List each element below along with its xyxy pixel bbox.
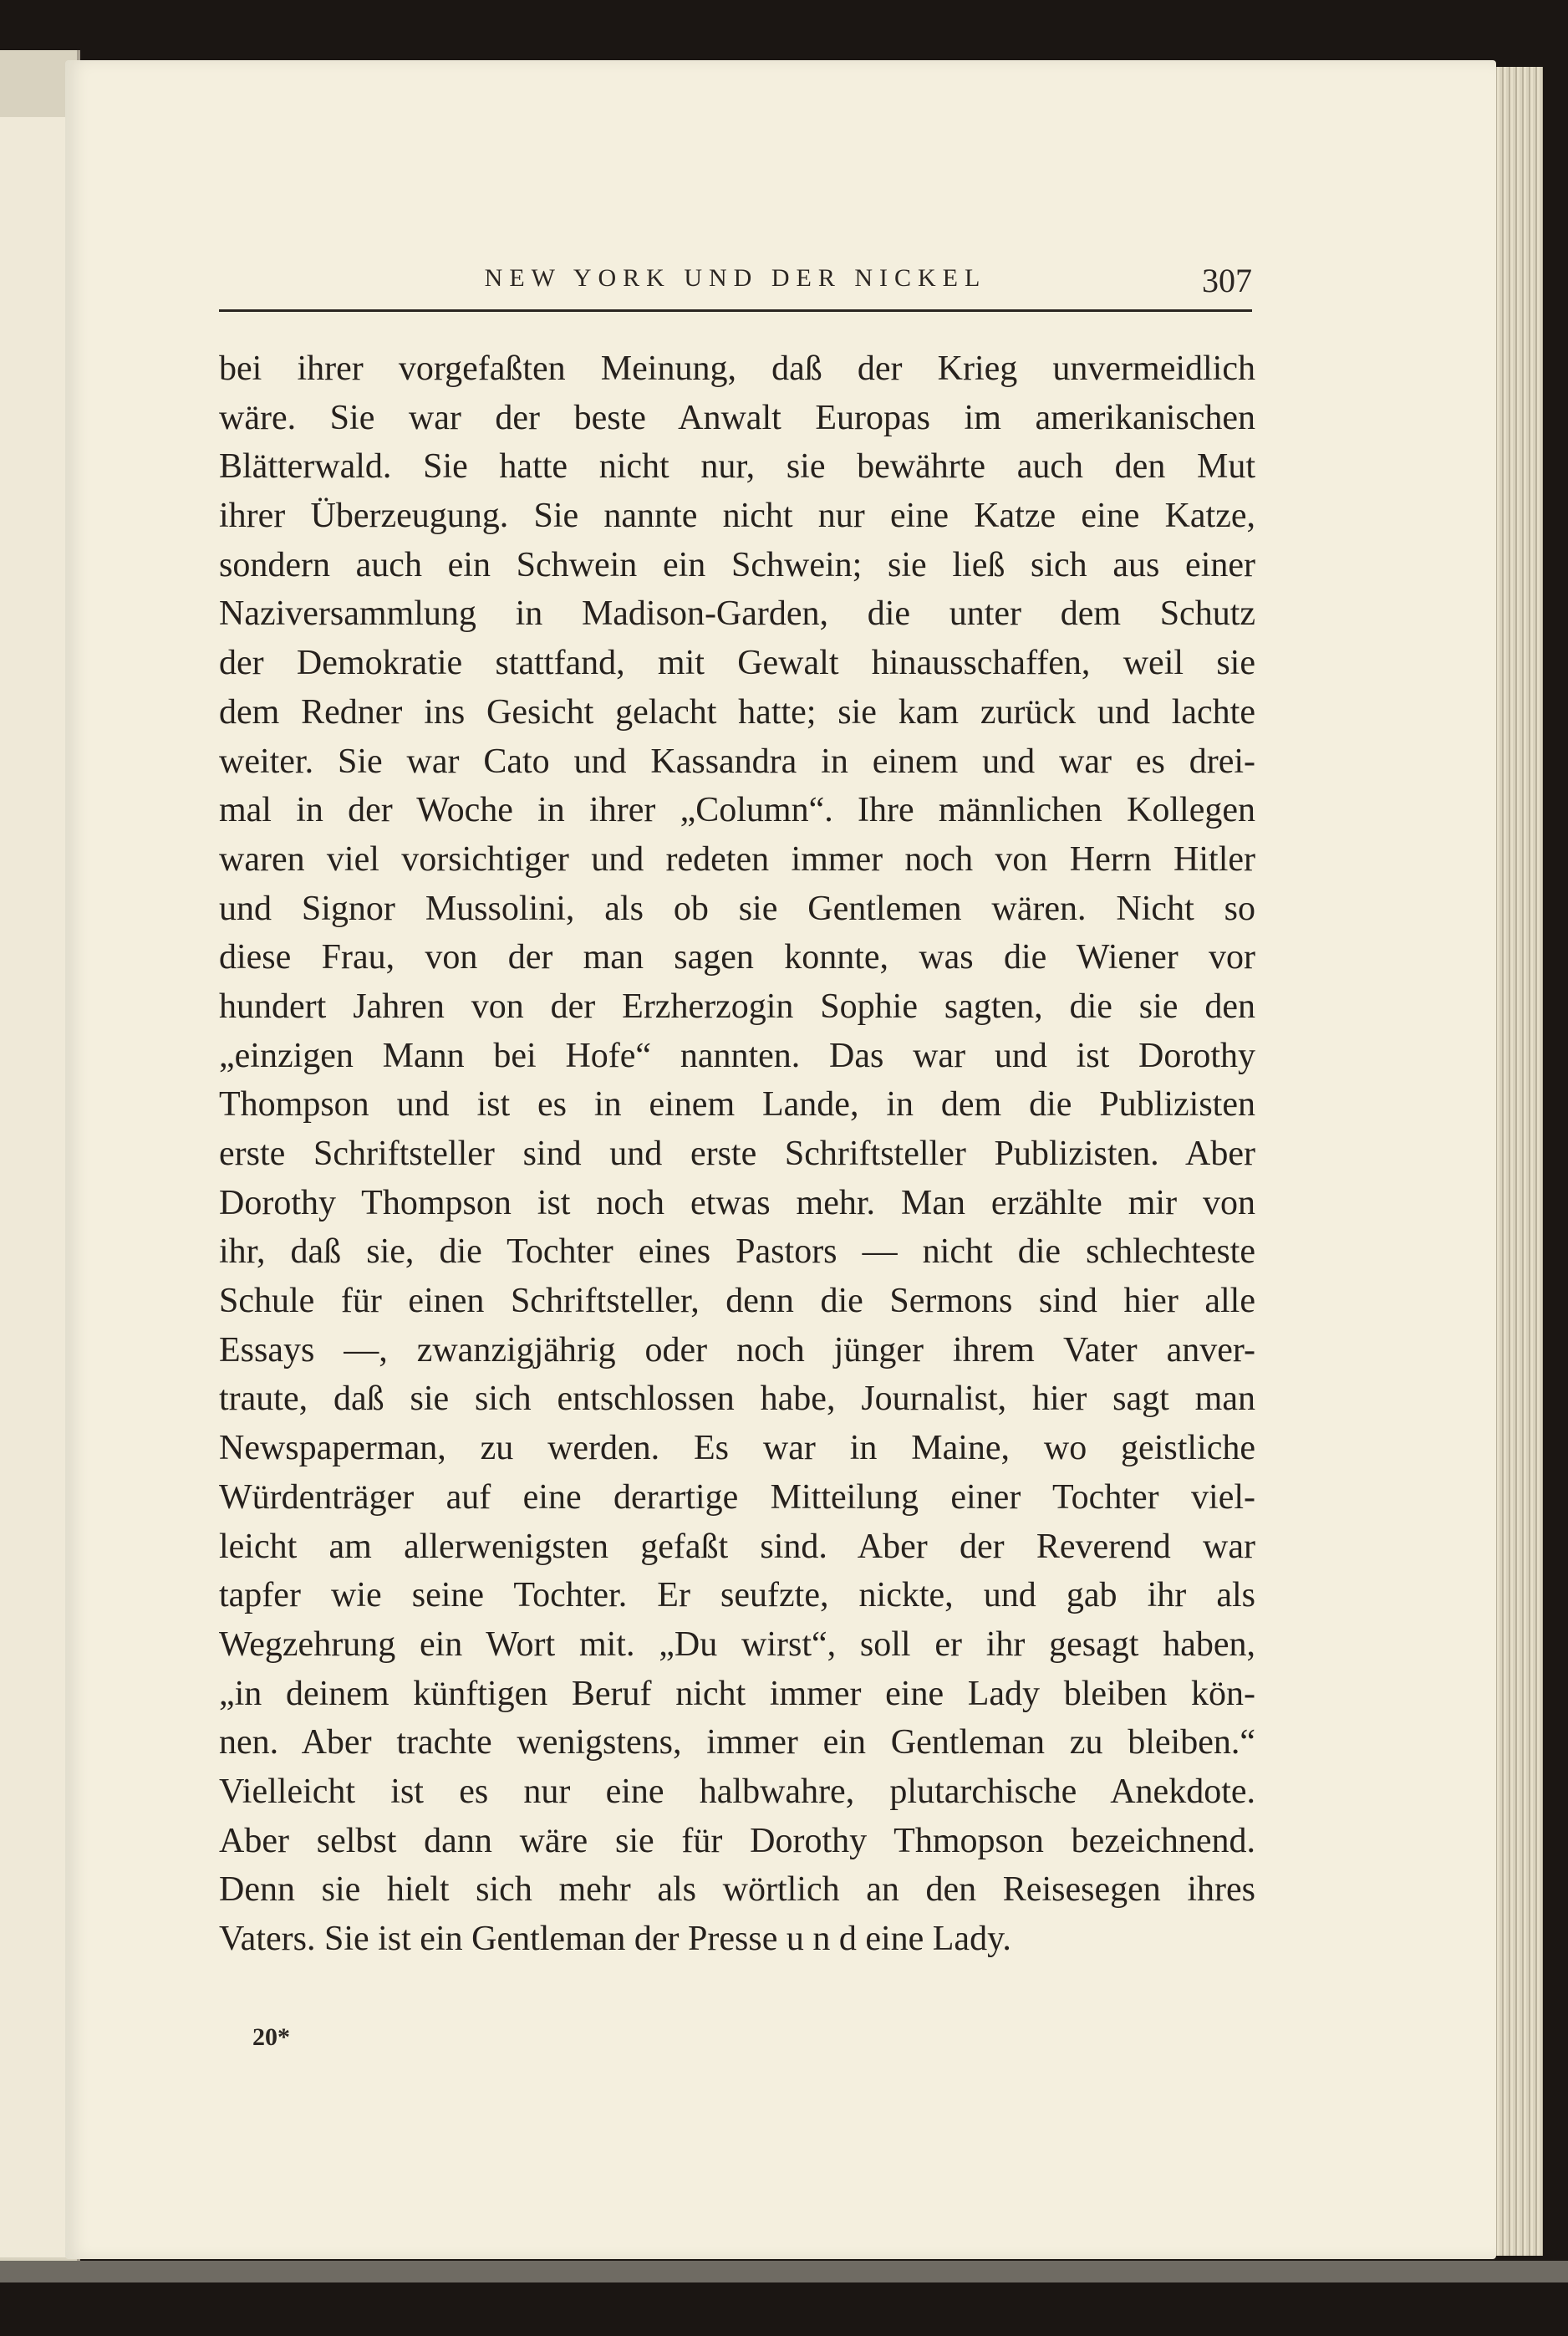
text-line: Vielleicht ist es nur eine halbwahre, plutarchische Anekdote. [219,1772,1255,1811]
text-line: „einzigen Mann bei Hofe“ nannten. Das war und ist Dorothy [219,1036,1255,1075]
body-text [219,344,1255,1964]
text-line: dem Redner ins Gesicht gelacht hatte; sie kam zurück und lachte [219,692,1255,732]
text-line: erste Schriftsteller sind und erste Schriftsteller Publizisten. Aber [219,1135,1255,1173]
running-head [219,259,1252,312]
text-line: Aber selbst dann wäre sie für Dorothy Thmopson bezeichnend. [219,1821,1255,1860]
text-line: sondern auch ein Schwein ein Schwein; sie ließ sich aus einer [219,545,1255,584]
page-number: 307 [1202,262,1252,299]
text-line: Naziversammlung in Madison-Garden, die unter dem Schutz [219,594,1255,634]
text-line: „in deinem künftigen Beruf nicht immer eine Lady bleiben kön- [219,1674,1255,1713]
text-line: Dorothy Thompson ist noch etwas mehr. Man erzählte mir von [219,1183,1255,1222]
text-line: waren viel vorsichtiger und redeten immer noch von Herrn Hitler [219,839,1255,879]
text-line: wäre. Sie war der beste Anwalt Europas im amerikanischen [219,398,1255,437]
text-line: und Signor Mussolini, als ob sie Gentlemen wären. Nicht so [219,889,1255,928]
book-cover-bottom [0,2261,1568,2282]
text-line: Essays —, zwanzigjährig oder noch jünger ihrem Vater anver- [219,1330,1255,1369]
text-line: Blätterwald. Sie hatte nicht nur, sie bewährte auch den Mut [219,447,1255,487]
text-line: Newspaperman, zu werden. Es war in Maine, wo geistliche [219,1429,1255,1468]
text-line: diese Frau, von der man sagen konnte, was die Wiener vor [219,938,1255,977]
text-line: Würdenträger auf eine derartige Mitteilung einer Tochter viel- [219,1477,1255,1517]
text-line: bei ihrer vorgefaßten Meinung, daß der Krieg unvermeidlich [219,349,1255,388]
text-line: tapfer wie seine Tochter. Er seufzte, nickte, und gab ihr als [219,1576,1255,1615]
text-line: Wegzehrung ein Wort mit. „Du wirst“, soll er ihr gesagt haben, [219,1624,1255,1664]
text-line: Schule für einen Schriftsteller, denn die Sermons sind hier alle [219,1282,1255,1321]
printer-signature-mark: 20* [252,2023,290,2051]
text-line-last: Vaters. Sie ist ein Gentleman der Presse u n d eine Lady. [219,1920,1011,1958]
text-line: ihr, daß sie, die Tochter eines Pastors — nicht die schlechteste [219,1232,1255,1272]
text-line: Thompson und ist es in einem Lande, in dem die Publizisten [219,1085,1255,1125]
text-line: nen. Aber trachte wenigstens, immer ein Gentleman zu bleiben.“ [219,1723,1255,1762]
facing-page-edge [0,117,70,2257]
text-line: weiter. Sie war Cato und Kassandra in einem und war es drei- [219,742,1255,781]
text-line: mal in der Woche in ihrer „Column“. Ihre männlichen Kollegen [219,791,1255,830]
text-line: hundert Jahren von der Erzherzogin Sophie sagten, die sie den [219,987,1255,1026]
text-line: Denn sie hielt sich mehr als wörtlich an den Reisesegen ihres [219,1870,1255,1910]
text-line: ihrer Überzeugung. Sie nannte nicht nur eine Katze eine Katze, [219,497,1255,536]
text-line: der Demokratie stattfand, mit Gewalt hinausschaffen, weil sie [219,644,1255,683]
running-title: NEW YORK UND DER NICKEL [484,264,987,292]
text-line: traute, daß sie sich entschlossen habe, Journalist, hier sagt man [219,1380,1255,1419]
text-line: leicht am allerwenigsten gefaßt sind. Aber der Reverend war [219,1527,1255,1566]
